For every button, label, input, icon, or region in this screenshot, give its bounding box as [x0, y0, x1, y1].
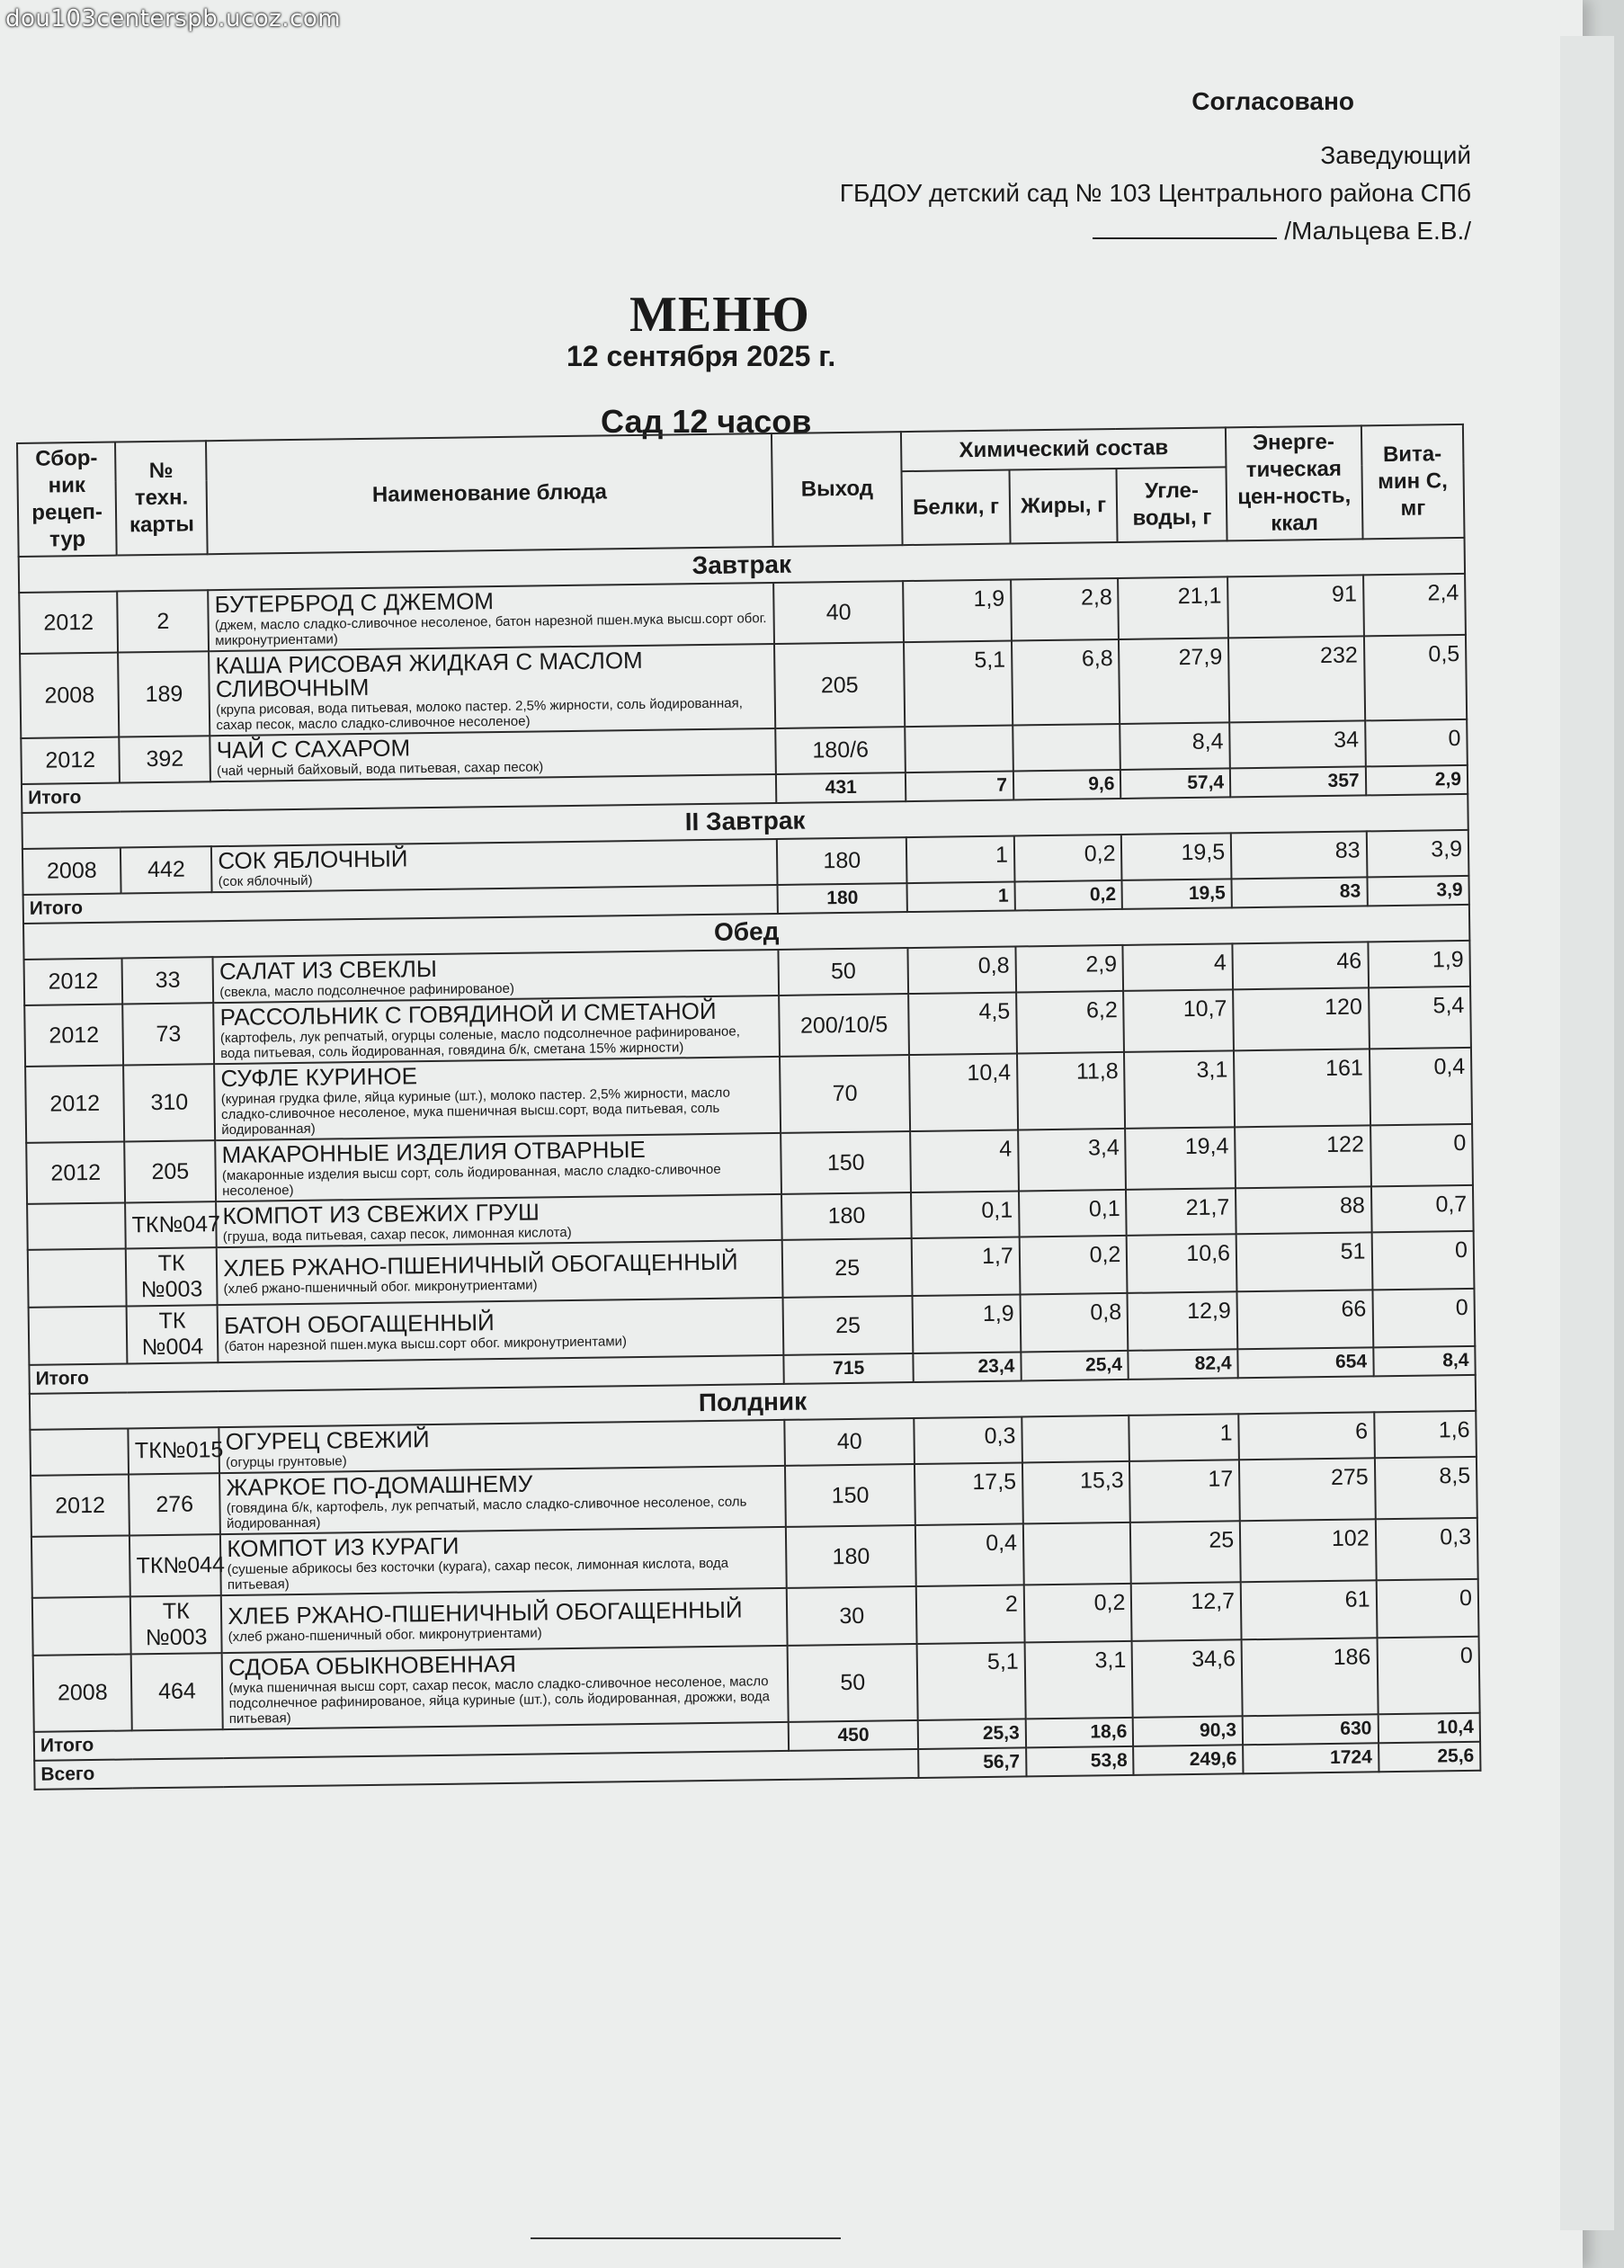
dish-cell	[213, 996, 780, 1064]
recipe-collection	[28, 1248, 127, 1307]
recipe-collection: 2012	[24, 959, 123, 1005]
total-output: 450	[789, 1720, 919, 1751]
recipe-collection: 2012	[21, 737, 120, 784]
dish-cell	[215, 1133, 781, 1201]
dish-cell	[219, 1466, 786, 1534]
tech-card-number: ТК№047	[125, 1201, 217, 1248]
dish-energy: 186	[1242, 1638, 1379, 1716]
dish-output: 150	[781, 1131, 911, 1194]
recipe-collection: 2008	[22, 848, 121, 895]
dish-composition: (сок яблочный)	[218, 872, 313, 890]
dish-cell	[213, 950, 779, 1003]
header-proteins: Белки, г	[902, 470, 1011, 545]
dish-proteins: 0,3	[915, 1416, 1022, 1464]
dish-fats: 3,1	[1024, 1641, 1133, 1719]
total-carbs: 19,5	[1122, 879, 1232, 909]
dish-vitamin: 0	[1372, 1289, 1475, 1347]
header-energy: Энерге-тическая цен-ность, ккал	[1226, 425, 1362, 540]
dish-proteins: 5,1	[904, 641, 1013, 728]
dish-carbs: 10,6	[1127, 1234, 1236, 1293]
dish-proteins	[906, 726, 1013, 773]
dish-composition: (свекла, масло подсолнечное рафинированое)	[219, 980, 515, 1001]
dish-fats	[1022, 1415, 1129, 1463]
dish-proteins: 0,1	[911, 1191, 1019, 1238]
bottom-signature-line	[531, 2237, 841, 2239]
dish-cell	[218, 1298, 784, 1362]
total-label: Итого	[34, 1722, 789, 1761]
recipe-collection: 2012	[31, 1474, 129, 1536]
dish-name: ХЛЕБ РЖАНО-ПШЕНИЧНЫЙ ОБОГАЩЕННЫЙ	[228, 1595, 743, 1630]
dish-proteins: 1,7	[912, 1237, 1020, 1296]
dish-vitamin: 0,5	[1363, 635, 1467, 720]
dish-composition: (чай черный байховый, вода питьевая, сахар песок)	[216, 759, 544, 780]
header-output: Выход	[772, 432, 903, 547]
dish-energy: 6	[1238, 1412, 1374, 1460]
dish-carbs: 21,7	[1126, 1188, 1236, 1236]
total-vitamin: 3,9	[1367, 876, 1469, 906]
dish-vitamin: 5,4	[1369, 987, 1471, 1049]
total-energy: 357	[1230, 766, 1366, 797]
dish-output: 25	[782, 1238, 913, 1298]
dish-vitamin: 1,9	[1368, 941, 1470, 987]
dish-fats: 0,2	[1024, 1584, 1132, 1643]
recipe-collection: 2012	[19, 592, 118, 654]
dish-energy: 91	[1227, 575, 1363, 638]
tech-card-number: 310	[123, 1064, 215, 1141]
total-carbs: 90,3	[1133, 1716, 1243, 1746]
dish-composition: (макаронные изделия высш сорт, соль йодированная, масло сладко-сливочное несоленое)	[221, 1161, 721, 1200]
underlying-sheet	[1560, 36, 1614, 2230]
dish-carbs: 1	[1129, 1414, 1239, 1461]
dish-cell	[221, 1588, 788, 1653]
dish-cell	[208, 583, 774, 651]
dish-proteins: 4,5	[908, 992, 1016, 1055]
tech-card-number: 73	[122, 1003, 214, 1065]
dish-composition: (крупа рисовая, вода питьевая, молоко пастер. 2,5% жирности, соль йодированная, сахар песок, масло сладко-сливочное несоленое)	[216, 695, 743, 734]
dish-output: 50	[788, 1644, 918, 1722]
dish-carbs: 19,5	[1121, 833, 1231, 880]
dish-fats: 6,2	[1016, 991, 1124, 1054]
dish-energy: 34	[1229, 720, 1365, 768]
dish-composition: (говядина б/к, картофель, лук репчатый, масло сладко-сливочное несоленое, соль йодированная)	[226, 1494, 747, 1532]
total-fats: 9,6	[1013, 770, 1121, 800]
dish-fats: 0,8	[1020, 1293, 1128, 1353]
tech-card-number: 392	[120, 736, 211, 782]
dish-output: 180	[781, 1192, 912, 1240]
dish-name: СУФЛЕ КУРИНОЕ	[220, 1062, 418, 1093]
dish-fats: 15,3	[1022, 1461, 1130, 1524]
recipe-collection	[32, 1596, 131, 1655]
watermark: dou103centerspb.ucoz.com	[5, 5, 342, 32]
recipe-collection: 2012	[25, 1065, 124, 1142]
dish-name: СОК ЯБЛОЧНЫЙ	[218, 844, 408, 875]
signature-blank	[1093, 219, 1277, 239]
dish-name: САЛАТ ИЗ СВЕКЛЫ	[219, 954, 438, 986]
recipe-collection	[30, 1428, 129, 1475]
section-title: Обед	[23, 905, 1469, 960]
dish-energy: 66	[1237, 1290, 1373, 1349]
dish-energy: 161	[1234, 1049, 1370, 1127]
header-collection: Сбор-ник рецеп-тур	[17, 442, 117, 557]
dish-energy: 120	[1233, 987, 1369, 1050]
dish-composition: (груша, вода питьевая, сахар песок, лимонная кислота)	[222, 1224, 572, 1246]
dish-carbs: 8,4	[1120, 722, 1230, 770]
dish-cell	[220, 1527, 787, 1595]
total-proteins: 1	[907, 882, 1015, 913]
total-proteins: 23,4	[914, 1352, 1022, 1382]
dish-fats: 2,9	[1015, 945, 1123, 993]
dish-vitamin: 0	[1370, 1124, 1473, 1186]
header-fats: Жиры, г	[1009, 469, 1118, 543]
recipe-collection: 2012	[24, 1005, 123, 1067]
dish-output: 25	[783, 1296, 914, 1355]
grand-total-label: Всего	[34, 1749, 919, 1790]
total-energy: 83	[1232, 877, 1368, 907]
dish-composition: (джем, масло сладко-сливочное несоленое, батон нарезной пшен.мука высш.сорт обог. микронутриентами)	[214, 611, 767, 649]
dish-proteins: 5,1	[917, 1642, 1026, 1720]
total-label: Итого	[22, 774, 776, 813]
recipe-collection	[29, 1306, 128, 1364]
grand-total-energy: 1724	[1243, 1743, 1379, 1773]
dish-vitamin: 2,4	[1363, 574, 1466, 636]
dish-fats	[1023, 1522, 1131, 1585]
dish-output: 200/10/5	[779, 994, 909, 1057]
total-label: Итого	[29, 1355, 783, 1394]
dish-output: 180	[777, 837, 907, 885]
total-carbs: 82,4	[1129, 1349, 1238, 1380]
header-carbs: Угле-воды, г	[1117, 468, 1227, 542]
tech-card-number: ТК№044	[129, 1534, 221, 1596]
dish-energy: 275	[1239, 1458, 1375, 1521]
dish-carbs: 17	[1129, 1460, 1240, 1522]
dish-fats: 6,8	[1012, 639, 1120, 726]
dish-energy: 46	[1232, 942, 1368, 989]
dish-name: МАКАРОННЫЕ ИЗДЕЛИЯ ОТВАРНЫЕ	[221, 1135, 646, 1169]
dish-name: БАТОН ОБОГАЩЕННЫЙ	[223, 1308, 495, 1339]
dish-carbs: 19,4	[1126, 1127, 1236, 1190]
dish-vitamin: 0	[1376, 1579, 1478, 1638]
recipe-collection: 2008	[20, 653, 119, 738]
dish-vitamin: 0	[1365, 719, 1468, 766]
section-title: Завтрак	[19, 538, 1465, 593]
dish-vitamin: 1,6	[1374, 1411, 1477, 1458]
recipe-collection	[31, 1535, 130, 1597]
menu-group: Сад 12 часов	[601, 403, 812, 440]
dish-proteins: 2	[916, 1585, 1024, 1644]
dish-proteins: 0,4	[915, 1523, 1023, 1586]
total-fats: 18,6	[1026, 1718, 1134, 1748]
tech-card-number: ТК№015	[129, 1427, 220, 1474]
total-label: Итого	[23, 885, 778, 924]
dish-proteins: 1	[906, 836, 1014, 884]
dish-cell	[217, 1240, 783, 1305]
tech-card-number: ТК №003	[130, 1595, 222, 1654]
tech-card-number: 189	[118, 651, 210, 737]
dish-composition: (хлеб ржано-пшеничный обог. микронутриентами)	[228, 1624, 542, 1645]
dish-vitamin: 0,7	[1371, 1185, 1474, 1232]
dish-cell	[210, 728, 776, 781]
dish-carbs: 4	[1123, 943, 1233, 991]
header-dish-name: Наименование блюда	[206, 433, 772, 554]
dish-carbs: 10,7	[1124, 989, 1235, 1052]
grand-total-carbs: 249,6	[1134, 1745, 1244, 1775]
dish-name: КОМПОТ ИЗ СВЕЖИХ ГРУШ	[222, 1198, 540, 1230]
dish-fats	[1013, 724, 1120, 772]
dish-output: 180	[786, 1525, 916, 1588]
dish-cell	[216, 1194, 781, 1247]
dish-fats: 0,2	[1020, 1236, 1128, 1295]
total-energy: 630	[1243, 1714, 1379, 1745]
dish-composition: (огурцы грунтовые)	[226, 1453, 347, 1471]
recipe-collection: 2012	[26, 1141, 125, 1203]
dish-cell	[222, 1646, 789, 1729]
dish-output: 40	[784, 1418, 915, 1466]
dish-vitamin: 0	[1377, 1637, 1480, 1714]
total-fats: 0,2	[1014, 880, 1122, 911]
header-vitamin: Вита-мин С, мг	[1361, 424, 1464, 539]
dish-name: СДОБА ОБЫКНОВЕННАЯ	[228, 1649, 517, 1682]
grand-total-vitamin: 25,6	[1379, 1742, 1481, 1772]
dish-output: 50	[778, 948, 908, 996]
dish-name: ЖАРКОЕ ПО-ДОМАШНЕМУ	[226, 1469, 533, 1502]
grand-total-proteins: 56,7	[918, 1747, 1026, 1778]
dish-energy: 122	[1235, 1125, 1370, 1188]
dish-proteins: 0,8	[908, 947, 1016, 995]
dish-fats: 3,4	[1018, 1129, 1126, 1192]
dish-proteins: 4	[910, 1130, 1018, 1192]
approval-block	[840, 83, 1471, 250]
menu-table	[16, 424, 1481, 1790]
dish-cell	[211, 839, 777, 892]
dish-carbs: 25	[1130, 1521, 1241, 1584]
menu-body	[19, 538, 1481, 1790]
total-output: 180	[778, 883, 908, 914]
total-vitamin: 10,4	[1378, 1713, 1480, 1743]
section-title: II Завтрак	[22, 794, 1468, 849]
dish-output: 205	[774, 642, 906, 728]
tech-card-number: ТК №004	[127, 1305, 219, 1363]
dish-cell	[219, 1420, 785, 1473]
total-proteins: 25,3	[918, 1719, 1026, 1749]
approval-signature-line	[840, 212, 1471, 250]
section-title: Полдник	[30, 1375, 1476, 1430]
grand-total-fats: 53,8	[1026, 1746, 1134, 1777]
dish-output: 30	[787, 1586, 917, 1646]
dish-name: ЧАЙ С САХАРОМ	[216, 734, 411, 764]
tech-card-number: 276	[129, 1473, 220, 1535]
menu-table-wrapper	[16, 424, 1481, 1790]
recipe-collection: 2008	[33, 1654, 132, 1731]
recipe-collection	[27, 1202, 126, 1249]
approval-agreed: Согласовано	[1191, 87, 1354, 115]
total-vitamin: 2,9	[1365, 765, 1468, 795]
dish-carbs: 21,1	[1119, 576, 1229, 639]
dish-proteins: 1,9	[903, 580, 1011, 643]
dish-energy: 102	[1240, 1519, 1376, 1582]
tech-card-number: 205	[124, 1140, 216, 1202]
dish-fats: 0,1	[1019, 1190, 1127, 1237]
dish-carbs: 12,9	[1128, 1291, 1237, 1351]
dish-carbs: 3,1	[1124, 1050, 1235, 1129]
dish-composition: (сушеные абрикосы без косточки (курага), сахар песок, лимонная кислота, вода питьевая)	[227, 1555, 729, 1594]
dish-composition: (хлеб ржано-пшеничный обог. микронутриентами)	[223, 1276, 538, 1297]
dish-name: БУТЕРБРОД С ДЖЕМОМ	[214, 587, 495, 619]
header-tech-card: № техн. карты	[115, 441, 208, 555]
approval-signature: /Мальцева Е.В./	[1284, 217, 1471, 245]
dish-proteins: 17,5	[915, 1462, 1022, 1525]
tech-card-number: 464	[131, 1653, 223, 1730]
dish-proteins: 1,9	[913, 1294, 1021, 1353]
dish-composition: (мука пшеничная высш сорт, сахар песок, масло сладко-сливочное несоленое, масло подсолнечное рафинированое, яйца куриные (шт.), соль йодированная, дрожжи, вода питьевая)	[228, 1674, 771, 1728]
dish-vitamin: 0	[1371, 1231, 1474, 1290]
dish-name: РАССОЛЬНИК С ГОВЯДИНОЙ И СМЕТАНОЙ	[219, 996, 717, 1031]
approval-org: ГБДОУ детский сад № 103 Центрального района СПб	[839, 179, 1471, 207]
dish-vitamin: 3,9	[1366, 830, 1468, 877]
total-fats: 25,4	[1021, 1351, 1129, 1381]
dish-fats: 0,2	[1014, 835, 1122, 882]
dish-name: КАША РИСОВАЯ ЖИДКАЯ С МАСЛОМ СЛИВОЧНЫМ	[215, 646, 643, 703]
approval-position: Заведующий	[1320, 141, 1471, 169]
dish-vitamin: 0,4	[1370, 1048, 1473, 1125]
dish-carbs: 27,9	[1119, 638, 1229, 724]
dish-name: КОМПОТ ИЗ КУРАГИ	[227, 1531, 460, 1563]
dish-cell	[209, 644, 775, 736]
tech-card-number: 442	[120, 846, 212, 893]
tech-card-number: 2	[117, 590, 209, 652]
dish-output: 180/6	[775, 727, 906, 774]
dish-carbs: 12,7	[1131, 1582, 1241, 1641]
menu-date: 12 сентября 2025 г.	[567, 340, 836, 372]
dish-fats: 11,8	[1017, 1052, 1126, 1130]
dish-output: 40	[773, 581, 904, 644]
dish-fats: 2,8	[1011, 578, 1119, 641]
dish-composition: (куриная грудка филе, яйца куриные (шт.), молоко пастер. 2,5% жирности, масло сладко-сливочное несоленое, мука пшеничная высш.сорт, вода питьевая, соль йодированная)	[220, 1085, 731, 1138]
dish-carbs: 34,6	[1132, 1639, 1243, 1718]
total-energy: 654	[1237, 1347, 1373, 1378]
page-title: МЕНЮ	[629, 287, 810, 343]
tech-card-number: 33	[122, 957, 214, 1004]
dish-output: 70	[780, 1055, 910, 1133]
tech-card-number: ТК №003	[126, 1247, 218, 1306]
dish-proteins: 10,4	[909, 1053, 1018, 1131]
dish-name: ХЛЕБ РЖАНО-ПШЕНИЧНЫЙ ОБОГАЩЕННЫЙ	[223, 1247, 738, 1281]
total-output: 715	[783, 1353, 914, 1384]
dish-energy: 88	[1236, 1186, 1371, 1234]
header-chem: Химический состав	[901, 427, 1226, 471]
dish-energy: 83	[1231, 831, 1367, 879]
total-vitamin: 8,4	[1373, 1346, 1476, 1376]
dish-name: ОГУРЕЦ СВЕЖИЙ	[225, 1425, 430, 1456]
total-proteins: 7	[906, 772, 1013, 802]
dish-energy: 51	[1236, 1232, 1372, 1291]
dish-cell	[214, 1057, 781, 1140]
total-carbs: 57,4	[1120, 768, 1230, 799]
dish-vitamin: 8,5	[1374, 1457, 1477, 1519]
dish-energy: 232	[1228, 636, 1365, 722]
dish-energy: 61	[1241, 1580, 1377, 1639]
dish-composition: (батон нарезной пшен.мука высш.сорт обог. микронутриентами)	[224, 1333, 628, 1354]
total-output: 431	[776, 772, 906, 803]
dish-composition: (картофель, лук репчатый, огурцы соленые, масло подсолнечное рафинированое, вода питьевая, соль йодированная, говядина б/к, сметана 15% жирности)	[219, 1023, 740, 1062]
dish-vitamin: 0,3	[1375, 1518, 1477, 1580]
dish-output: 150	[785, 1464, 915, 1527]
